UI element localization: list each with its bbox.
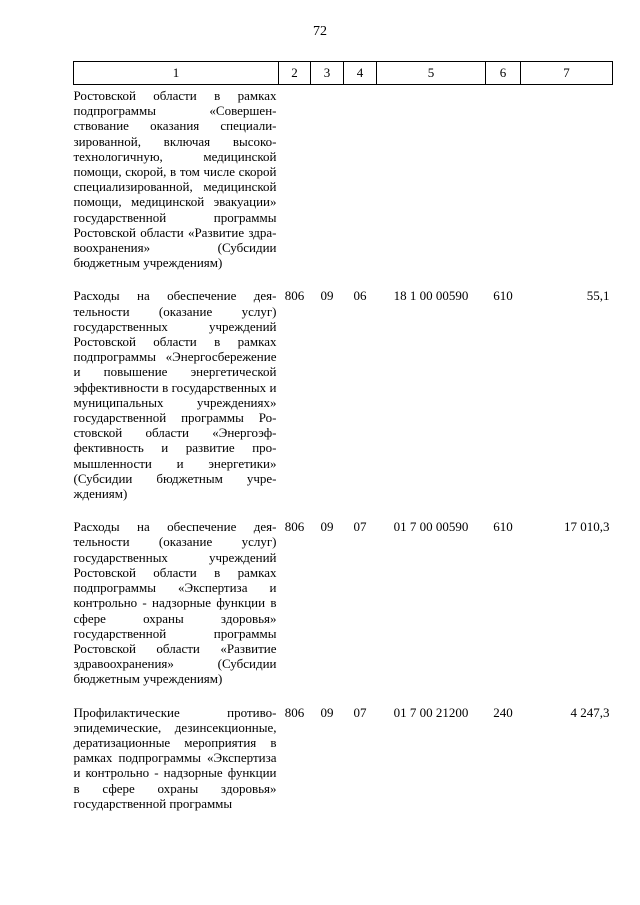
column-header-4: 4	[344, 62, 377, 85]
target-article-code	[377, 85, 486, 289]
section-code	[311, 85, 344, 289]
table-row	[74, 85, 613, 289]
target-article-code: 18 1 00 00590	[393, 288, 469, 304]
budget-table	[73, 61, 613, 811]
amount: 17 010,3	[564, 519, 610, 535]
expense-type-code: 240	[493, 704, 513, 720]
target-article-code: 01 7 00 00590	[393, 519, 469, 535]
table-row	[74, 288, 613, 519]
column-header-2: 2	[279, 62, 311, 85]
ministry-code: 806	[284, 519, 305, 535]
row-description: Расходы на обеспечение деятельности (оказание услуг) государственных учреждений Ростовской области в рамках подпрограммы «Энергосбережение и повышение энергетической эффективности в государственных и муниципальных учреждениях» государственной программы Ростовской области «Энергоэффективность и развитие промышленности и энергетики» (Субсидии бюджетным учреждениям)	[73, 288, 277, 502]
row-description: Профилактические противоэпидемические, дезинсекционные, дератизационные мероприятия в рамках подпрограммы «Экспертиза и контрольно - надзорные функции в сфере охраны здоровья» государственной программы	[73, 704, 277, 811]
section-code: 09	[320, 519, 334, 535]
subsection-code	[344, 85, 377, 289]
subsection-code: 07	[353, 704, 367, 720]
subsection-code: 06	[353, 288, 367, 304]
amount: 55,1	[586, 288, 610, 304]
ministry-code: 806	[284, 288, 305, 304]
row-description: Ростовской области в рамках подпрограммы «Совершенствование оказания специализированной, включая высокотехнологичную, медицинской помощи, скорой, в том числе скорой специализированной, медицинской помощи, медицинской эвакуации» государственной программы Ростовской области «Развитие здравоохранения» (Субсидии бюджетным учреждениям)	[73, 88, 277, 271]
page-number: 72	[313, 24, 327, 39]
amount: 4 247,3	[570, 704, 610, 720]
table-row	[74, 705, 613, 811]
column-header-6: 6	[486, 62, 521, 85]
section-code: 09	[320, 288, 334, 304]
amount	[521, 85, 613, 289]
column-header-5: 5	[377, 62, 486, 85]
column-header-1: 1	[74, 62, 279, 85]
ministry-code	[279, 85, 311, 289]
column-header-7: 7	[521, 62, 613, 85]
section-code: 09	[320, 704, 334, 720]
row-description: Расходы на обеспечение деятельности (оказание услуг) государственных учреждений Ростовской области в рамках подпрограммы «Экспертиза и контрольно - надзорные функции в сфере охраны здоровья» государственной программы Ростовской области «Развитие здравоохранения» (Субсидии бюджетным учреждениям)	[73, 519, 277, 687]
expense-type-code: 610	[493, 288, 513, 304]
table-header-row	[74, 62, 613, 85]
expense-type-code: 610	[493, 519, 513, 535]
subsection-code: 07	[353, 519, 367, 535]
ministry-code: 806	[284, 704, 305, 720]
target-article-code: 01 7 00 21200	[393, 704, 469, 720]
table-row	[74, 519, 613, 704]
column-header-3: 3	[311, 62, 344, 85]
expense-type-code	[486, 85, 521, 289]
